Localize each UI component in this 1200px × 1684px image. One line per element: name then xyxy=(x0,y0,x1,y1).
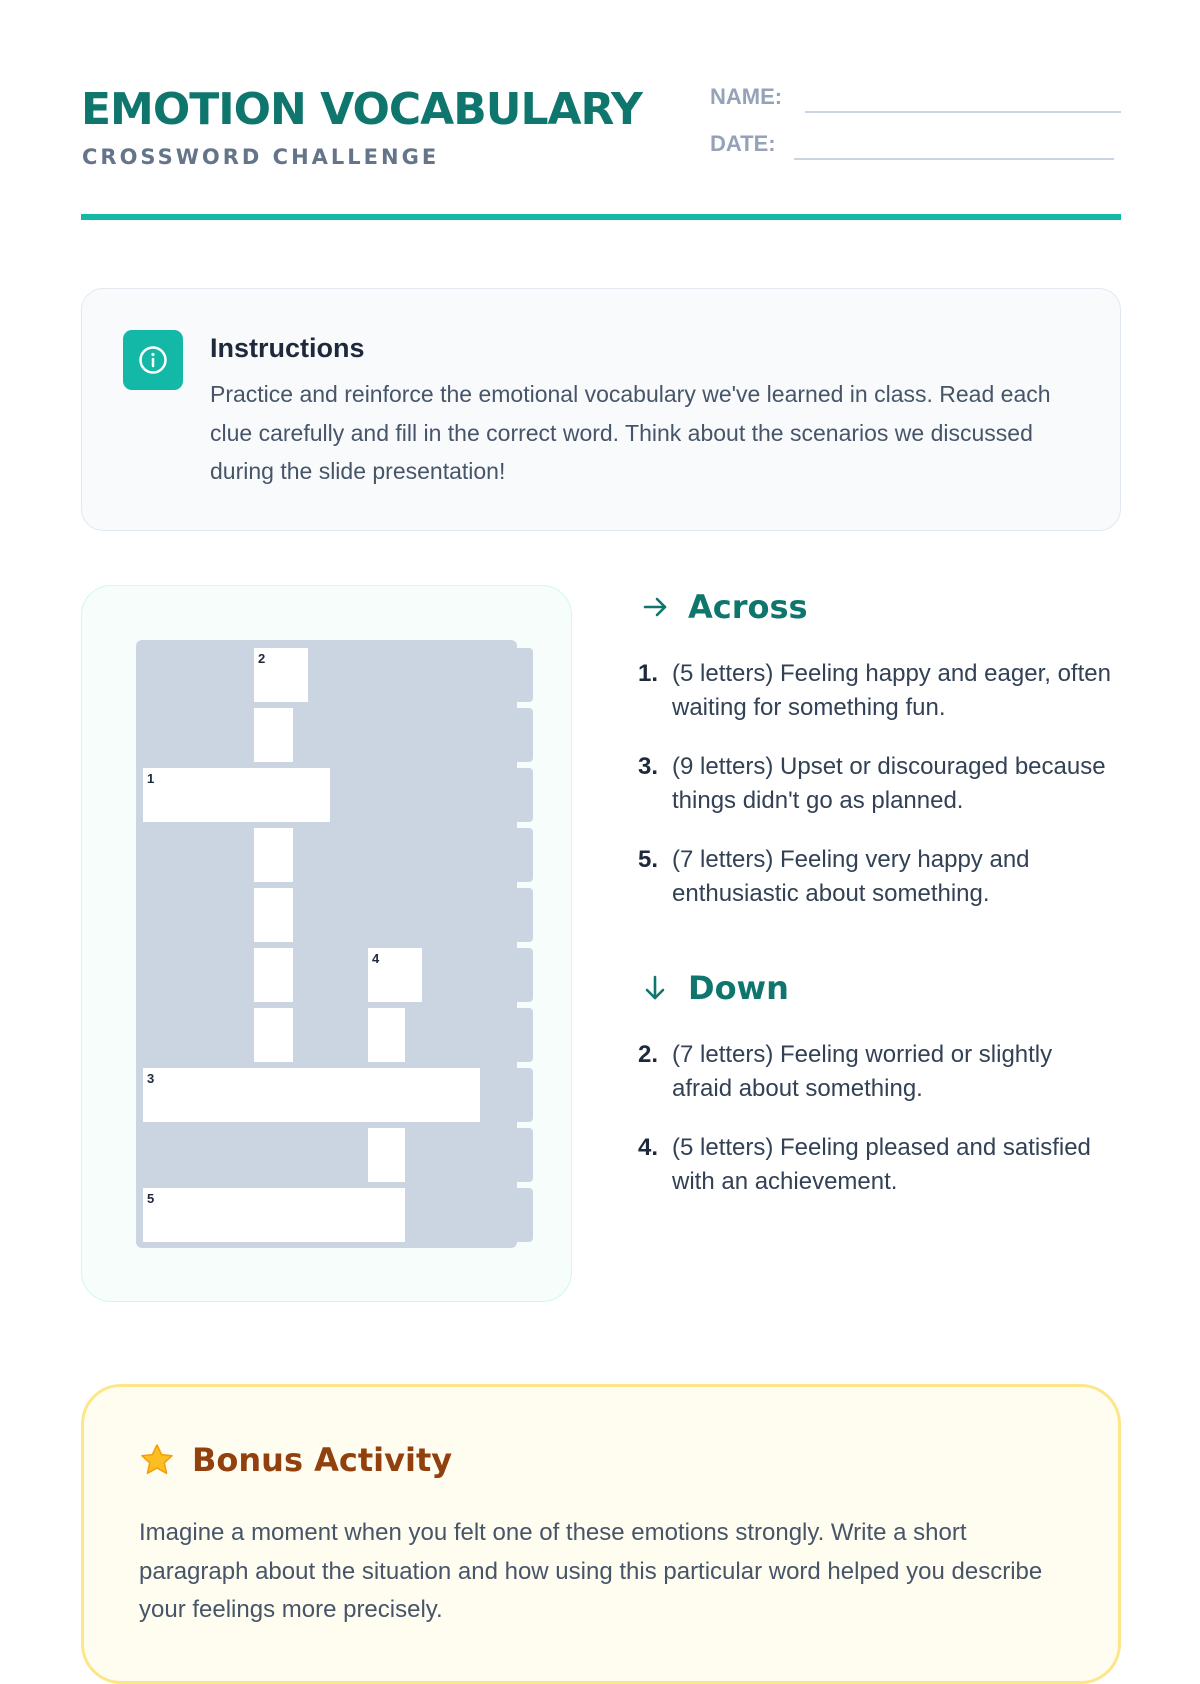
header-divider xyxy=(81,214,1121,220)
crossword-cell[interactable] xyxy=(254,888,293,942)
clue-down-4 xyxy=(638,1131,1118,1199)
grid-edge xyxy=(517,648,533,702)
clue-text: (5 letters) Feeling pleased and satisfied with an achievement. xyxy=(672,1134,1091,1195)
instructions-body: Practice and reinforce the emotional vocabulary we've learned in class. Read each clue carefully and fill in the correct word. Think about the scenarios we discussed during the slide presentation! xyxy=(210,381,1051,484)
name-label: NAME: xyxy=(710,84,783,109)
clue-text: (7 letters) Feeling worried or slightly afraid about something. xyxy=(672,1041,1053,1102)
date-field[interactable] xyxy=(794,158,1114,160)
clue-text: (7 letters) Feeling very happy and enthusiastic about something. xyxy=(672,846,1030,907)
clue-number: 3. xyxy=(638,753,659,780)
crossword-cell[interactable] xyxy=(368,1128,405,1182)
crossword-answer-row[interactable] xyxy=(143,768,330,822)
crossword-cell[interactable] xyxy=(368,1008,405,1062)
clue-number: 1 xyxy=(147,771,155,786)
worksheet-title: EMOTION VOCABULARY xyxy=(81,84,642,135)
crossword-cell[interactable] xyxy=(254,648,308,702)
across-heading xyxy=(640,588,808,626)
clue-number: 3 xyxy=(147,1071,155,1086)
grid-edge xyxy=(517,1188,533,1242)
grid-edge xyxy=(517,1128,533,1182)
arrow-right-icon xyxy=(640,592,670,622)
bonus-heading xyxy=(138,1441,452,1479)
grid-edge xyxy=(517,828,533,882)
grid-edge xyxy=(517,708,533,762)
clue-number: 5. xyxy=(638,846,659,873)
bonus-title: Bonus Activity xyxy=(192,1441,453,1479)
grid-edge xyxy=(517,768,533,822)
star-icon xyxy=(138,1441,176,1479)
grid-edge xyxy=(517,888,533,942)
instructions-title: Instructions xyxy=(210,333,365,363)
clue-number: 1. xyxy=(638,660,659,687)
clue-number: 2. xyxy=(638,1041,659,1068)
instructions-card xyxy=(81,288,1121,531)
bonus-body: Imagine a moment when you felt one of these emotions strongly. Write a short paragraph about the situation and how using this particular word helped you describe your feelings more precisely. xyxy=(139,1519,1043,1623)
grid-edge xyxy=(517,948,533,1002)
info-icon xyxy=(123,330,183,390)
date-label: DATE: xyxy=(710,131,776,156)
clue-number: 4. xyxy=(638,1134,659,1161)
crossword-grid xyxy=(136,640,517,1248)
arrow-down-icon xyxy=(640,973,670,1003)
crossword-answer-row[interactable] xyxy=(143,1068,480,1122)
clue-number: 5 xyxy=(147,1191,155,1206)
crossword-cell[interactable] xyxy=(254,708,293,762)
down-heading-label: Down xyxy=(688,969,789,1007)
grid-edge xyxy=(517,1068,533,1122)
clue-across-5 xyxy=(638,843,1118,911)
name-field[interactable] xyxy=(805,111,1121,113)
clue-across-3 xyxy=(638,750,1118,818)
clue-number: 2 xyxy=(258,651,266,666)
bonus-card xyxy=(81,1384,1121,1684)
clue-across-1 xyxy=(638,657,1118,725)
down-heading xyxy=(640,969,789,1007)
crossword-cell[interactable] xyxy=(254,828,293,882)
clue-text: (9 letters) Upset or discouraged because things didn't go as planned. xyxy=(672,753,1106,814)
across-heading-label: Across xyxy=(688,588,808,626)
clue-text: (5 letters) Feeling happy and eager, often waiting for something fun. xyxy=(672,660,1111,721)
crossword-answer-row[interactable] xyxy=(143,1188,405,1242)
clue-number: 4 xyxy=(372,951,380,966)
clue-down-2 xyxy=(638,1038,1118,1106)
worksheet-subtitle: CROSSWORD CHALLENGE xyxy=(82,145,440,169)
crossword-cell[interactable] xyxy=(254,1008,293,1062)
crossword-cell[interactable] xyxy=(254,948,293,1002)
crossword-cell[interactable] xyxy=(368,948,422,1002)
grid-edge xyxy=(517,1008,533,1062)
